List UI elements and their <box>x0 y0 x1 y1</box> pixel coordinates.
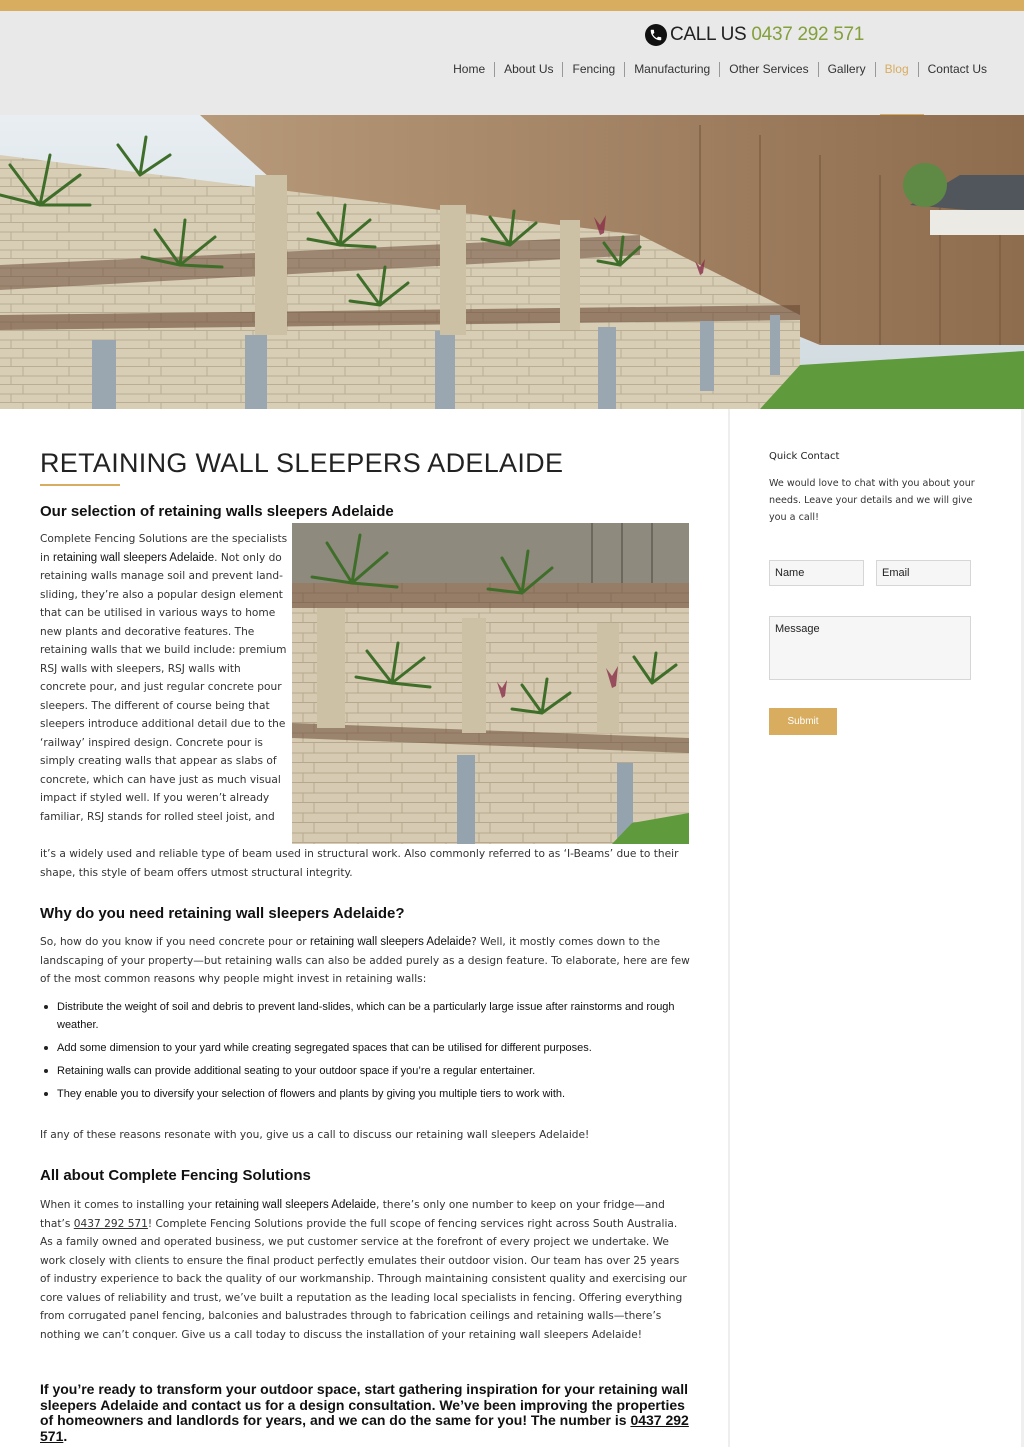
section3-text-start: When it comes to installing your <box>40 1199 215 1211</box>
nav-about-us[interactable]: About Us <box>494 62 562 77</box>
closing-phone-link[interactable]: 0437 292 571 <box>40 1412 689 1444</box>
list-item: They enable you to diversify your selection of flowers and plants by giving you multiple tiers to work with. <box>40 1085 690 1103</box>
closing-text: If you’re ready to transform your outdoor space, start gathering inspiration for your retaining wall sleepers Adelaide and contact us for a design consultation. We’ve been improving the properties of homeowners and landlords for years, and we can do the same for you! The number is <box>40 1381 688 1428</box>
message-field[interactable]: Message <box>769 616 971 680</box>
section1-text-end: . Not only do retaining walls manage soil and prevent land-sliding, they’re also a popular design element that can be utilised in various ways to home new plants and decorative features. The retaining walls that we build include: premium RSJ walls with sleepers, RSJ walls with concrete pour, and just regular concrete pour sleepers. The different of course being that sleepers introduce additional detail due to the ‘railway’ inspired design. Concrete pour is simply creating walls that appear as slabs of concrete, which can have just as much visual impact if styled well. If you weren’t already familiar, RSJ stands for rolled steel joist, and <box>40 551 287 823</box>
nav-blog[interactable]: Blog <box>875 62 918 77</box>
section1-text-start: Complete Fencing Solutions are the specialists in <box>40 533 288 564</box>
section3-heading: All about Complete Fencing Solutions <box>40 1167 311 1184</box>
call-us-label: CALL US <box>670 24 747 45</box>
call-us-number[interactable]: 0437 292 571 <box>751 24 865 45</box>
list-item: Retaining walls can provide additional seating to your outdoor space if you’re a regular entertainer. <box>40 1062 690 1080</box>
submit-button[interactable]: Submit <box>769 708 837 735</box>
email-field[interactable]: Email <box>876 560 971 586</box>
list-item: Add some dimension to your yard while creating segregated spaces that can be utilised for different purposes. <box>40 1039 690 1057</box>
section1-paragraph <box>40 530 288 826</box>
quick-contact-title: Quick Contact <box>769 451 840 462</box>
section2-text-end: ? Well, it mostly comes down to the landscaping of your property—but retaining walls can also be added purely as a design feature. To elaborate, here are few of the most common reasons why people might invest in retaining walls: <box>40 936 690 985</box>
section2-text-start: So, how do you know if you need concrete pour or <box>40 936 311 948</box>
section1-paragraph-tail: it’s a widely used and reliable type of beam used in structural work. Also commonly referred to as ‘I-Beams’ due to their shape, this style of beam offers utmost structural integrity. <box>40 848 679 879</box>
hero-image <box>0 115 1024 409</box>
section2-keyword: retaining wall sleepers Adelaide <box>310 936 472 948</box>
nav-fencing[interactable]: Fencing <box>562 62 624 77</box>
main-nav <box>444 62 996 77</box>
closing-paragraph <box>40 1382 690 1444</box>
section3-text-mid: , there’s only one number to keep on your fridge—and that’s <box>40 1199 665 1230</box>
nav-home[interactable]: Home <box>453 62 486 76</box>
section3-paragraph <box>40 1196 690 1344</box>
phone-link[interactable]: 0437 292 571 <box>73 1217 148 1230</box>
list-item: Distribute the weight of soil and debris to prevent land-slides, which can be a particularly large issue after rainstorms and rough weather. <box>40 998 690 1034</box>
section2-heading: Why do you need retaining wall sleepers Adelaide? <box>40 905 405 922</box>
title-underline <box>40 484 120 486</box>
section2-paragraph <box>40 933 690 989</box>
nav-contact-us[interactable]: Contact Us <box>918 62 996 77</box>
page-title: RETAINING WALL SLEEPERS ADELAIDE <box>40 448 564 478</box>
site-header <box>0 11 1024 115</box>
top-accent-bar <box>0 0 1024 11</box>
section3-text-end: ! Complete Fencing Solutions provide the full scope of fencing services right across South Australia. As a family owned and operated business, we put customer service at the forefront of every project we undertake. We work closely with clients to ensure the final product perfectly emulates their outdoor vision. Our team has over 25 years of industry experience to back the quality of our workmanship. Through maintaining consistent quality and exercising our core values of reliability and trust, we’ve built a reputation as the leading local specialists in fencing. Offering everything from corrugated panel fencing, balconies and balustrades through to fabrication ceilings and retaining walls—there’s nothing we can’t conquer. Give us a call today to discuss the installation of your retaining wall sleepers Adelaide! <box>40 1217 687 1341</box>
phone-icon <box>645 24 667 46</box>
section3-keyword: retaining wall sleepers Adelaide <box>214 1199 377 1211</box>
section1-heading: Our selection of retaining walls sleepers Adelaide <box>40 503 394 520</box>
section1-keyword: retaining wall sleepers Adelaide <box>53 551 215 564</box>
reasons-list <box>40 998 690 1108</box>
nav-gallery[interactable]: Gallery <box>818 62 875 77</box>
section2-after: If any of these reasons resonate with you, give us a call to discuss our retaining wall sleepers Adelaide! <box>40 1129 590 1141</box>
quick-contact-text: We would love to chat with you about your needs. Leave your details and we will give you a call! <box>769 478 975 523</box>
name-field[interactable]: Name <box>769 560 864 586</box>
sidebar-divider <box>728 409 730 1447</box>
nav-other-services[interactable]: Other Services <box>719 62 817 77</box>
nav-manufacturing[interactable]: Manufacturing <box>624 62 719 77</box>
article-image <box>292 523 689 844</box>
closing-end: . <box>63 1427 68 1444</box>
call-us[interactable] <box>645 23 864 47</box>
